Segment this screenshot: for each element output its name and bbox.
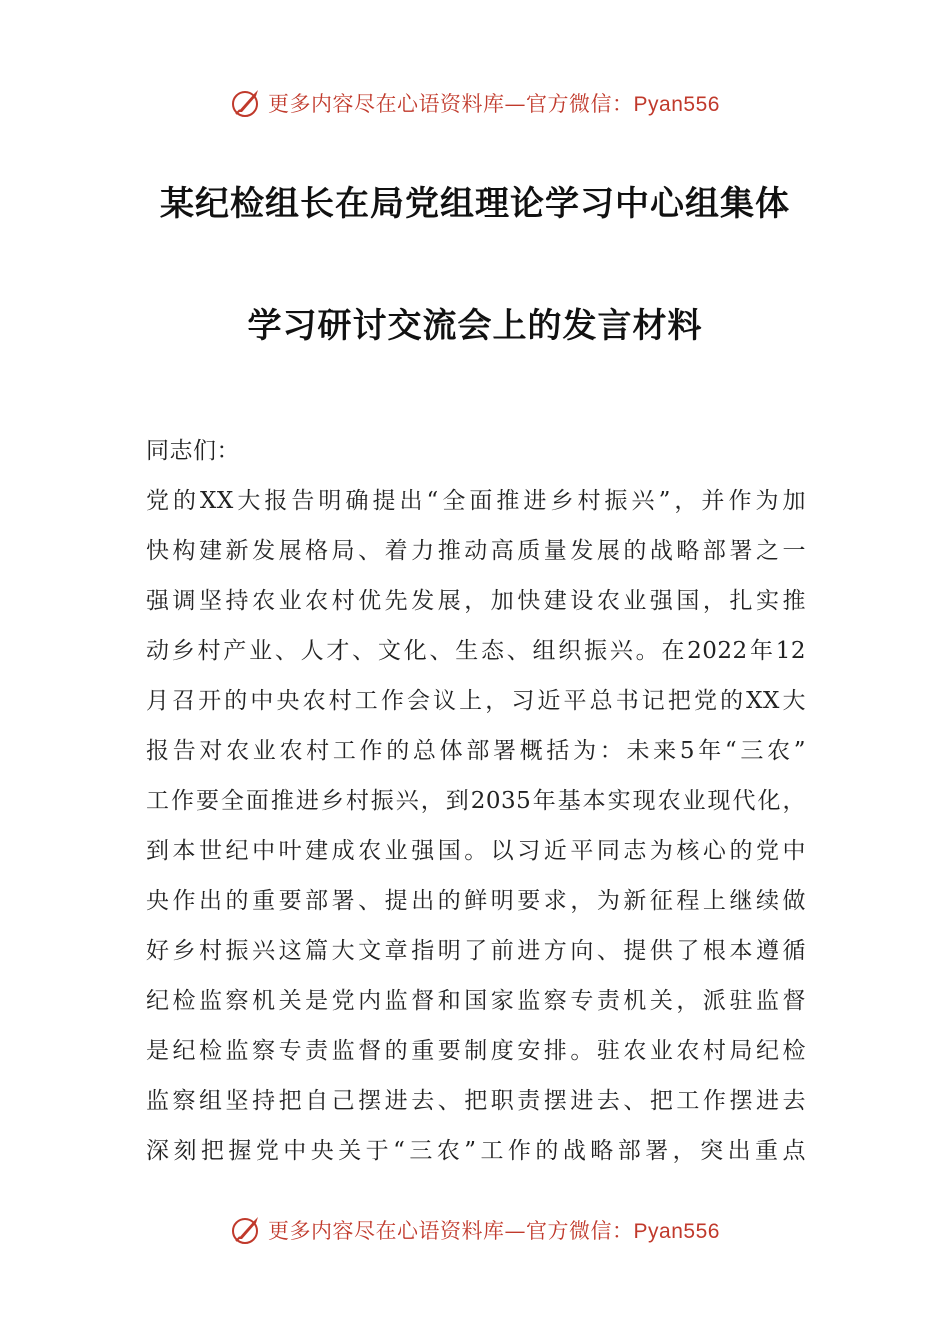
body-line: 监察组坚持把自己摆进去、把职责摆进去、把工作摆进去 [146,1088,806,1114]
body-line: 动乡村产业、人才、文化、生态、组织振兴。在2022年12 [146,638,806,664]
quill-pen-logo-icon [230,86,264,120]
document-body [146,426,806,1176]
body-line: 月召开的中央农村工作会议上，习近平总书记把党的XX大 [146,688,806,714]
body-line: 央作出的重要部署、提出的鲜明要求，为新征程上继续做 [146,888,806,914]
body-line: 好乡村振兴这篇大文章指明了前进方向、提供了根本遵循 [146,938,806,964]
body-line: 深刻把握党中央关于“三农”工作的战略部署，突出重点 [146,1138,806,1164]
watermark-text [268,88,720,118]
greeting: 同志们： [146,438,240,464]
watermark-text [268,1215,720,1245]
body-line: 工作要全面推进乡村振兴，到2035年基本实现农业现代化， [146,788,806,814]
body-line: 到本世纪中叶建成农业强国。以习近平同志为核心的党中 [146,838,806,864]
footer-watermark [0,1210,950,1250]
body-line: 纪检监察机关是党内监督和国家监察专责机关，派驻监督 [146,988,806,1014]
body-line: 是纪检监察专责监督的重要制度安排。驻农业农村局纪检 [146,1038,806,1064]
document-title-line-1: 某纪检组长在局党组理论学习中心组集体 [160,184,790,224]
watermark-account: Pyan556 [633,1220,720,1243]
body-line: 快构建新发展格局、着力推动高质量发展的战略部署之一 [146,538,806,564]
body-line: 报告对农业农村工作的总体部署概括为：未来5年“三农” [146,738,806,764]
body-line: 强调坚持农业农村优先发展，加快建设农业强国，扎实推 [146,588,806,614]
body-line: 党的XX大报告明确提出“全面推进乡村振兴”，并作为加 [146,488,806,514]
quill-pen-logo-icon [230,1213,264,1247]
watermark-account: Pyan556 [633,93,720,116]
header-watermark [0,83,950,123]
watermark-slogan: 更多内容尽在心语资料库—官方微信： [268,1219,634,1243]
document-title-line-2: 学习研讨交流会上的发言材料 [247,306,703,346]
watermark-slogan: 更多内容尽在心语资料库—官方微信： [268,92,634,116]
